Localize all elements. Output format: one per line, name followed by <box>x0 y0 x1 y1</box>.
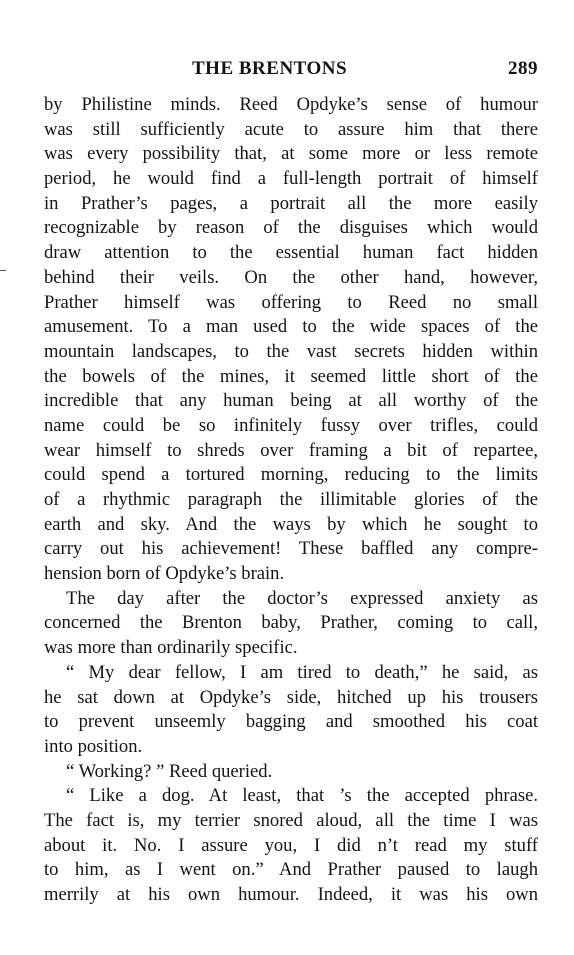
text-line: concerned the Brenton baby, Prather, coming to call, <box>44 612 538 634</box>
text-line: was still sufficiently acute to assure him that there <box>44 118 538 140</box>
text-line: name could be so infinitely fussy over trifles, could <box>44 414 538 436</box>
text-line: period, he would find a full-length portrait of himself <box>44 168 538 190</box>
text-line: “ Like a dog. At least, that ’s the accepted phrase. <box>66 785 538 807</box>
margin-mark <box>0 270 6 271</box>
page-number: 289 <box>508 58 538 79</box>
text-line: recognizable by reason of the disguises which would <box>44 217 538 239</box>
text-line: was every possibility that, at some more or less remote <box>44 143 538 165</box>
text-line: the bowels of the mines, it seemed little short of the <box>44 365 538 387</box>
text-line: Prather himself was offering to Reed no small <box>44 291 538 313</box>
text-line: The fact is, my terrier snored aloud, all the time I was <box>44 809 538 831</box>
text-line: of a rhythmic paragraph the illimitable glories of the <box>44 489 538 510</box>
text-line: into position. <box>44 735 143 757</box>
text-line: “ Working? ” Reed queried. <box>66 760 273 782</box>
text-line: draw attention to the essential human fact hidden <box>44 242 538 264</box>
text-line: behind their veils. On the other hand, however, <box>44 266 538 288</box>
text-line: earth and sky. And the ways by which he sought to <box>44 513 538 535</box>
body-text <box>44 93 538 908</box>
text-line: wear himself to shreds over framing a bit of repartee, <box>44 439 538 461</box>
text-line: was more than ordinarily specific. <box>44 637 298 659</box>
text-line: amusement. To a man used to the wide spaces of the <box>44 316 538 338</box>
text-line: to him, as I went on.” And Prather paused to laugh <box>44 859 538 881</box>
text-line: to prevent unseemly bagging and smoothed his coat <box>44 711 538 733</box>
text-line: merrily at his own humour. Indeed, it was his own <box>44 884 538 905</box>
text-line: hension born of Opdyke’s brain. <box>44 563 285 585</box>
text-line: by Philistine minds. Reed Opdyke’s sense of humour <box>44 94 538 115</box>
text-line: he sat down at Opdyke’s side, hitched up his trousers <box>44 686 538 708</box>
text-line: incredible that any human being at all worthy of the <box>44 390 538 412</box>
text-line: mountain landscapes, to the vast secrets hidden within <box>44 340 538 362</box>
text-line: The day after the doctor’s expressed anxiety as <box>66 587 538 609</box>
text-line: “ My dear fellow, I am tired to death,” he said, as <box>66 661 538 683</box>
text-line: about it. No. I assure you, I did n’t read my stuff <box>44 834 538 856</box>
text-line: carry out his achievement! These baffled any compre- <box>44 538 538 560</box>
running-title: THE BRENTONS <box>192 58 348 79</box>
text-line: could spend a tortured morning, reducing to the limits <box>44 464 538 486</box>
page-header <box>44 58 538 84</box>
text-line: in Prather’s pages, a portrait all the more easily <box>44 192 538 214</box>
